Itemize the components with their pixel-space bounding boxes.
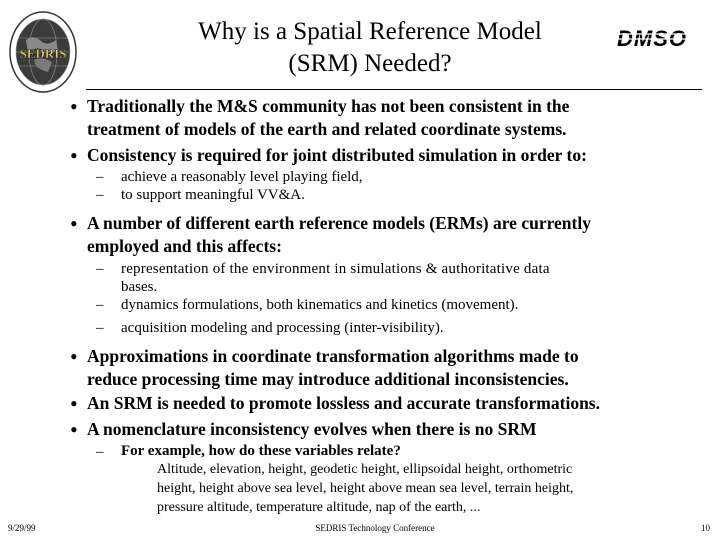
bullet-4-line-2: reduce processing time may introduce additional inconsistencies.: [87, 369, 569, 389]
bullet-icon: •: [70, 143, 78, 168]
title-line-2: (SRM) Needed?: [288, 50, 452, 77]
bullet-icon: •: [70, 417, 78, 442]
bullet-1-line-2: treatment of models of the earth and related coordinate systems.: [87, 119, 567, 139]
bullet-6-text: A nomenclature inconsistency evolves when there is no SRM: [87, 419, 537, 439]
dmso-logo: [604, 26, 700, 50]
svg-text:DMSO: DMSO: [617, 26, 687, 50]
bullet-6-detail-line-3: pressure altitude, temperature altitude, nap of the earth, ...: [157, 500, 481, 515]
bullet-2-sub-1: achieve a reasonably level playing field,: [121, 169, 363, 185]
sedris-logo: [8, 10, 78, 94]
bullet-3-sub-1-line-2: bases.: [121, 279, 158, 295]
dash-icon: –: [96, 261, 104, 277]
bullet-icon: •: [70, 94, 78, 119]
dash-icon: –: [96, 444, 104, 460]
dash-icon: –: [96, 169, 104, 185]
dash-icon: –: [96, 297, 104, 313]
bullet-6-detail-line-1: Altitude, elevation, height, geodetic height, ellipsoidal height, orthometric: [157, 462, 573, 477]
footer-conference: SEDRIS Technology Conference: [315, 523, 435, 533]
title-divider: [86, 89, 702, 90]
bullet-2-text: Consistency is required for joint distributed simulation in order to:: [87, 145, 587, 165]
bullet-3-sub-2: dynamics formulations, both kinematics and kinetics (movement).: [121, 297, 519, 313]
bullet-6-detail-line-2: height, height above sea level, height above mean sea level, terrain height,: [157, 481, 574, 496]
bullet-3-sub-1-line-1: representation of the environment in simulations & authoritative data: [121, 261, 550, 277]
bullet-icon: •: [70, 211, 78, 236]
bullet-6-sub: For example, how do these variables relate?: [121, 443, 401, 459]
bullet-3-line-1: A number of different earth reference models (ERMs) are currently: [87, 213, 591, 233]
bullet-icon: •: [70, 344, 78, 369]
svg-text:SEDRIS: SEDRIS: [19, 46, 67, 61]
bullet-3-line-2: employed and this affects:: [87, 236, 282, 256]
footer-date: 9/29/99: [8, 523, 36, 533]
bullet-3-sub-3: acquisition modeling and processing (inter-visibility).: [121, 320, 444, 336]
bullet-4-line-1: Approximations in coordinate transformation algorithms made to: [87, 346, 579, 366]
bullet-2-sub-2: to support meaningful VV&A.: [121, 187, 305, 203]
bullet-icon: •: [70, 391, 78, 416]
bullet-5-text: An SRM is needed to promote lossless and accurate transformations.: [87, 393, 600, 413]
slide-title: [150, 16, 590, 80]
dash-icon: –: [96, 320, 104, 336]
title-line-1: Why is a Spatial Reference Model: [198, 18, 542, 45]
footer-page-number: 10: [701, 523, 710, 533]
bullet-1-line-1: Traditionally the M&S community has not been consistent in the: [87, 96, 570, 116]
dash-icon: –: [96, 187, 104, 203]
